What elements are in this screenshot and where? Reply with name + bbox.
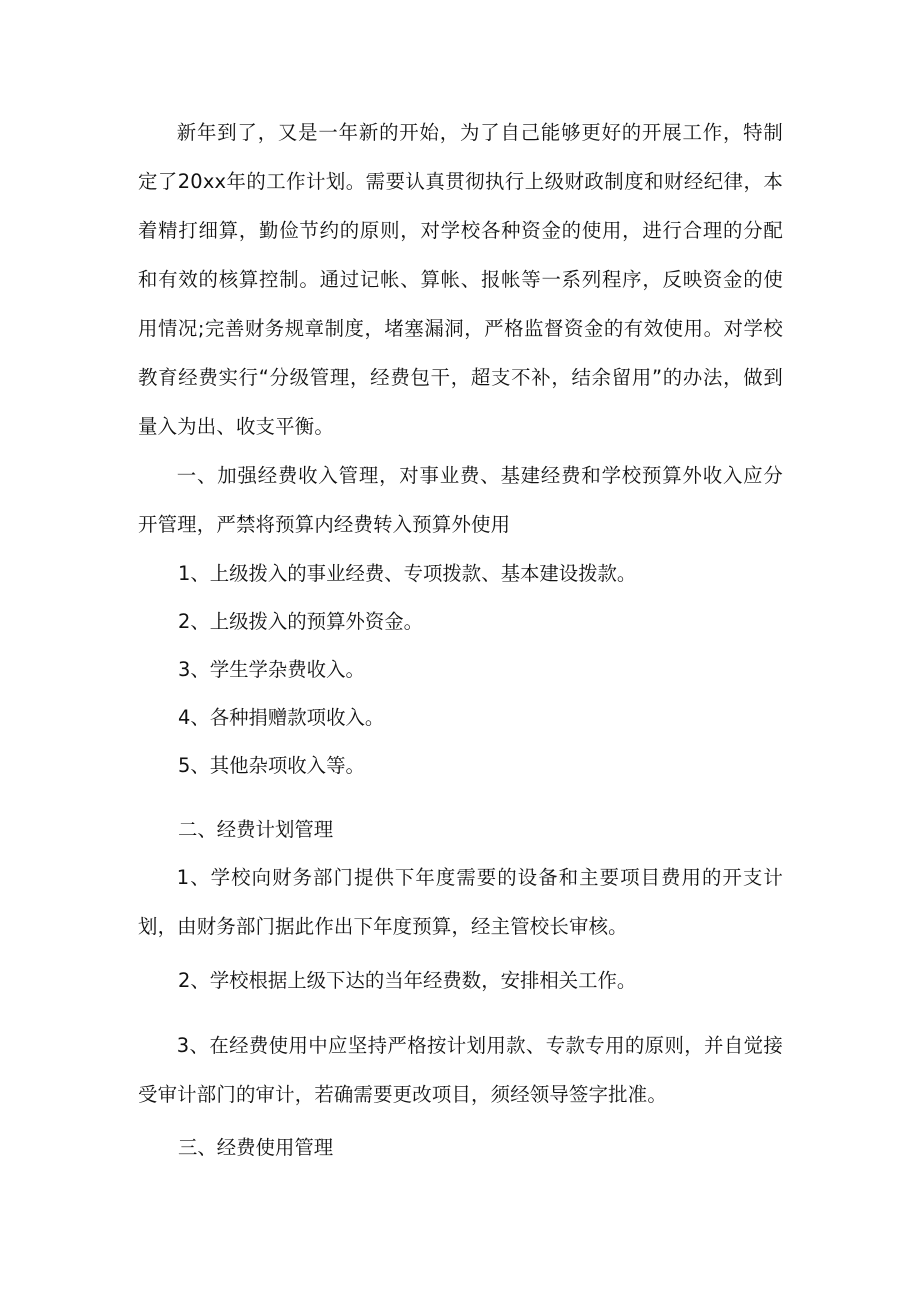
section2-item-1: 1、学校向财务部门提供下年度需要的设备和主要项目费用的开支计划，由财务部门据此作出下年度预算，经主管校长审核。 bbox=[138, 866, 783, 938]
section3-heading: 三、经费使用管理 bbox=[178, 1136, 334, 1159]
section2-heading: 二、经费计划管理 bbox=[178, 818, 334, 841]
section1-item-4: 4、各种捐赠款项收入。 bbox=[178, 706, 385, 729]
section2-item-2: 2、学校根据上级下达的当年经费数，安排相关工作。 bbox=[178, 969, 637, 992]
section1-item-5: 5、其他杂项收入等。 bbox=[178, 754, 365, 777]
section2-item-3: 3、在经费使用中应坚持严格按计划用款、专款专用的原则，并自觉接受审计部门的审计，若确需要更改项目，须经领导签字批准。 bbox=[138, 1034, 783, 1106]
section1-heading: 一、加强经费收入管理，对事业费、基建经费和学校预算外收入应分开管理，严禁将预算内经费转入预算外使用 bbox=[138, 464, 783, 536]
section1-item-1: 1、上级拨入的事业经费、专项拨款、基本建设拨款。 bbox=[178, 562, 637, 585]
section1-item-2: 2、上级拨入的预算外资金。 bbox=[178, 610, 424, 633]
section1-item-3: 3、学生学杂费收入。 bbox=[178, 658, 365, 681]
intro-paragraph: 新年到了，又是一年新的开始，为了自己能够更好的开展工作，特制定了20xx年的工作计划。需要认真贯彻执行上级财政制度和财经纪律，本着精打细算，勤俭节约的原则，对学校各种资金的使用，进行合理的分配和有效的核算控制。通过记帐、算帐、报帐等一系列程序，反映资金的使用情况;完善财务规章制度，堵塞漏洞，严格监督资金的有效使用。对学校教育经费实行“分级管理，经费包干，超支不补，结余留用”的办法，做到量入为出、收支平衡。 bbox=[138, 121, 783, 438]
